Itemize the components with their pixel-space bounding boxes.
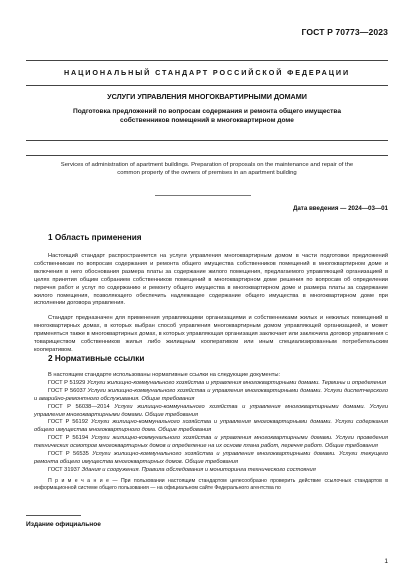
footer-divider — [26, 515, 81, 516]
reference-title: Услуги жилищно-коммунального хозяйства и управления многоквартирными домами. Термины и определения — [86, 379, 387, 386]
reference-title: Здания и сооружения. Правила обследования и мониторинга технического состояния — [81, 466, 316, 473]
scope-paragraph-1: Настоящий стандарт распространяется на услуги управления многоквартирным домом в части подготовки предложений собственникам по вопросам содержания и ремонта общего имущества собственников помещений в многоквартирном доме и включения в него обоснования размера платы за содержание жилого помещения, предлагаемого управляющей организацией в целях принятия общим собранием собственников помещений в многоквартирном доме решения по вопросам об определении перечня работ и услуг по содержанию и ремонту общего имущества в многоквартирном доме и размера платы за содержание жилого помещения, позволяющего обеспечить надлежащее содержание общего имущества в многоквартирном доме при исполнении договора управления. — [34, 253, 388, 307]
section-heading-scope: 1 Область применения — [48, 233, 142, 242]
reference-item — [34, 451, 388, 467]
reference-code: ГОСТ Р 56037 — [48, 387, 86, 394]
divider-short — [155, 195, 251, 196]
document-title: УСЛУГИ УПРАВЛЕНИЯ МНОГОКВАРТИРНЫМИ ДОМАМИ — [107, 92, 307, 101]
reference-code: ГОСТ Р 56194 — [48, 435, 89, 442]
english-line-1: Services of administration of apartment buildings. Preparation of proposals on the maintenance and repair of the — [60, 162, 354, 168]
reference-item — [34, 380, 388, 388]
reference-title: Услуги жилищно-коммунального хозяйства и управления многоквартирными домами. Услуги текущего ремонта общего имущества многоквартирных домов. Общие требования — [34, 451, 388, 465]
english-title — [30, 161, 384, 177]
reference-item — [34, 467, 388, 475]
reference-title: Услуги жилищно-коммунального хозяйства и управления многоквартирными домами. Услуги содержания общего имущества многоквартирного дома. Общие требования — [34, 419, 388, 434]
references-intro: В настоящем стандарте использованы нормативные ссылки на следующие документы: — [48, 372, 281, 378]
standard-code: ГОСТ Р 70773—2023 — [301, 27, 388, 37]
page-number: 1 — [384, 558, 388, 565]
reference-item — [34, 388, 388, 404]
subtitle-line-1: Подготовка предложений по вопросам содержания и ремонта общего имущества — [72, 108, 341, 115]
reference-code: ГОСТ Р 56192 — [48, 419, 89, 426]
reference-code: ГОСТ Р 51929 — [48, 379, 86, 386]
english-line-2: common property of the owners of premises in an apartment building — [117, 170, 297, 176]
introduction-date: Дата введения — 2024—03—01 — [292, 205, 388, 212]
reference-title: Услуги жилищно-коммунального хозяйства и управления многоквартирными домами. Услуги диспетчерского и аварийно-ремонтного обслуживания. Общие требования — [34, 387, 388, 402]
references-list — [34, 372, 388, 492]
divider-title-bottom — [26, 140, 388, 141]
subtitle-line-2: собственников помещений в многоквартирном доме — [120, 117, 294, 124]
reference-code: ГОСТ Р 56535 — [48, 451, 89, 458]
scope-paragraph-2: Стандарт предназначен для применения управляющими организациями и собственниками жилых и нежилых помещений в многоквартирных домах, в которых выбран способ управления многоквартирным домом управляющей организацией, и может применяться также в многоквартирных домах, в которых управляющая организация заключает или заключила договор управления с товариществом собственников жилья либо жилищным кооперативом или иным специализированным потребительским кооперативом. — [34, 315, 388, 353]
reference-title: Услуги жилищно-коммунального хозяйства и управления многоквартирными домами. Услуги управления многоквартирными домами. Общие требования — [34, 403, 388, 418]
reference-title: Услуги жилищно-коммунального хозяйства и управления многоквартирными домами. Услуги проведения технических осмотров многоквартирных домов и определение на их основе плана работ, перечня работ. Общие требования — [34, 435, 388, 450]
reference-item — [34, 435, 388, 451]
national-standard-banner: НАЦИОНАЛЬНЫЙ СТАНДАРТ РОССИЙСКОЙ ФЕДЕРАЦИИ — [63, 68, 351, 77]
reference-item — [34, 419, 388, 435]
reference-code: ГОСТ Р 56038—2014 — [48, 403, 110, 410]
references-note: П р и м е ч а н и е — При пользовании настоящим стандартом целесообразно проверить действие ссылочных стандартов в информационной системе общего пользования — на официальном сайте Федерального агентства по — [34, 477, 388, 491]
divider-banner — [26, 85, 388, 86]
section-heading-references: 2 Нормативные ссылки — [48, 354, 145, 363]
divider-top — [26, 60, 388, 61]
document-subtitle — [60, 107, 354, 125]
divider-english-top — [26, 155, 388, 156]
reference-item — [34, 404, 388, 420]
official-edition-label: Издание официальное — [26, 521, 101, 528]
reference-code: ГОСТ 31937 — [48, 466, 80, 473]
